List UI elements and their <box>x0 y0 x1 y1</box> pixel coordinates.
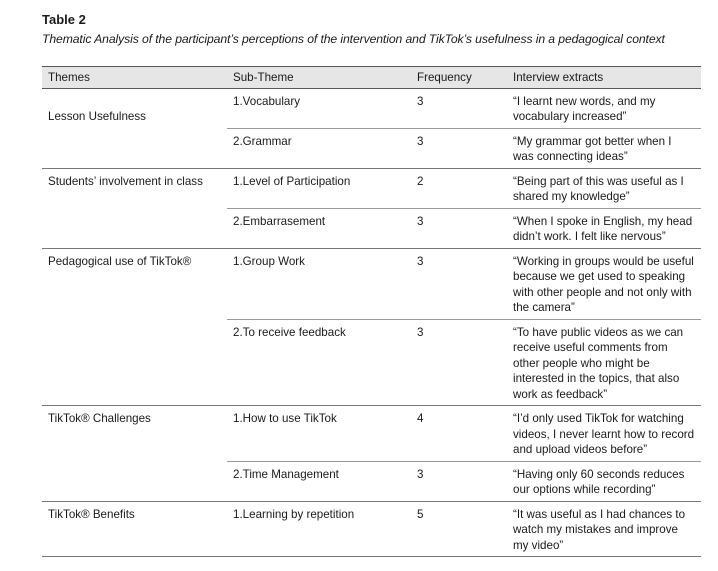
sub-theme-cell: 1.Group Work <box>227 248 411 319</box>
frequency-cell: 4 <box>411 406 507 462</box>
table-label: Table 2 <box>42 12 86 27</box>
frequency-cell: 2 <box>411 168 507 208</box>
frequency-cell: 3 <box>411 319 507 406</box>
table-row <box>42 168 701 208</box>
frequency-cell: 3 <box>411 88 507 128</box>
sub-theme-cell: 2.Grammar <box>227 128 411 168</box>
table-row <box>42 406 701 462</box>
theme-cell: TikTok® Benefits <box>42 501 227 557</box>
sub-theme-cell: 2.Time Management <box>227 461 411 501</box>
header-themes: Themes <box>42 67 227 89</box>
theme-cell: TikTok® Challenges <box>42 406 227 502</box>
theme-cell: Pedagogical use of TikTok® <box>42 248 227 406</box>
theme-cell: Lesson Usefulness <box>42 88 227 168</box>
sub-theme-cell: 1.Learning by repetition <box>227 501 411 557</box>
extract-cell: “When I spoke in English, my head didn’t work. I felt like nervous” <box>507 208 701 248</box>
extract-cell: “Having only 60 seconds reduces our options while recording” <box>507 461 701 501</box>
extract-cell: “My grammar got better when I was connecting ideas” <box>507 128 701 168</box>
table-row <box>42 88 701 128</box>
extract-cell: “Being part of this was useful as I shared my knowledge” <box>507 168 701 208</box>
extract-cell: “I’d only used TikTok for watching videos, I never learnt how to record and upload videos before” <box>507 406 701 462</box>
extract-cell: “To have public videos as we can receive useful comments from other people who might be interested in the topics, that also work as feedback” <box>507 319 701 406</box>
extract-cell: “Working in groups would be useful because we get used to speaking with other people and not only with the camera” <box>507 248 701 319</box>
extract-cell: “I learnt new words, and my vocabulary increased” <box>507 88 701 128</box>
header-frequency: Frequency <box>411 67 507 89</box>
sub-theme-cell: 2.Embarrasement <box>227 208 411 248</box>
table-header-row <box>42 67 701 89</box>
extract-cell: “It was useful as I had chances to watch my mistakes and improve my video” <box>507 501 701 557</box>
table-row <box>42 248 701 319</box>
theme-cell: Students’ involvement in class <box>42 168 227 248</box>
frequency-cell: 5 <box>411 501 507 557</box>
sub-theme-cell: 1.Level of Participation <box>227 168 411 208</box>
frequency-cell: 3 <box>411 461 507 501</box>
header-interview-extracts: Interview extracts <box>507 67 701 89</box>
table-row <box>42 501 701 557</box>
frequency-cell: 3 <box>411 208 507 248</box>
header-sub-theme: Sub-Theme <box>227 67 411 89</box>
sub-theme-cell: 2.To receive feedback <box>227 319 411 406</box>
thematic-analysis-table <box>42 66 701 557</box>
frequency-cell: 3 <box>411 128 507 168</box>
table-caption: Thematic Analysis of the participant’s perceptions of the intervention and TikTok’s usefulness in a pedagogical context <box>42 32 665 46</box>
sub-theme-cell: 1.How to use TikTok <box>227 406 411 462</box>
sub-theme-cell: 1.Vocabulary <box>227 88 411 128</box>
frequency-cell: 3 <box>411 248 507 319</box>
